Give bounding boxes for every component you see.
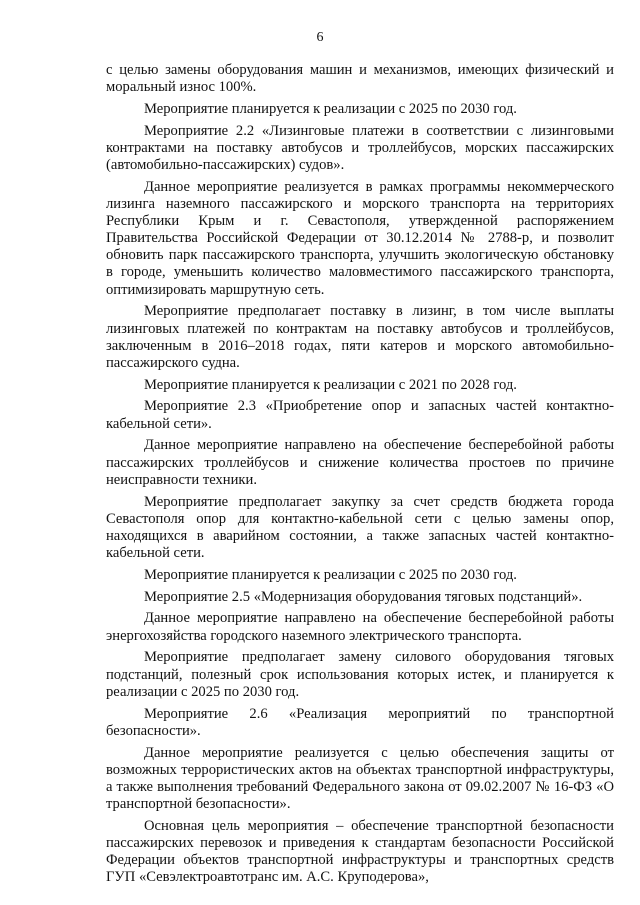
paragraph: Основная цель мероприятия – обеспечение транспортной безопасности пассажирских перевозок и приведения к стандартам безопасности Российской Федерации объектов транспортной инфраструктуры и транспортных средств ГУП «Севэлектроавтотранс им. А.С. Круподерова»,	[106, 817, 614, 885]
paragraph: Данное мероприятие реализуется с целью обеспечения защиты от возможных террористических актов на объектах транспортной инфраструктуры, а также выполнения требований Федерального закона от 09.02.2007 № 16-ФЗ «О транспортной безопасности».	[106, 744, 614, 812]
paragraph: Мероприятие планируется к реализации с 2025 по 2030 год.	[144, 566, 517, 583]
paragraph: Мероприятие планируется к реализации с 2021 по 2028 год.	[144, 376, 517, 393]
paragraph: Мероприятие 2.3 «Приобретение опор и запасных частей контактно-кабельной сети».	[106, 398, 614, 432]
paragraph: Мероприятие 2.6 «Реализация мероприятий по транспортной безопасности».	[106, 705, 614, 739]
paragraph: Мероприятие планируется к реализации с 2025 по 2030 год.	[144, 100, 517, 117]
paragraph: Данное мероприятие направлено на обеспечение бесперебойной работы энергохозяйства городского наземного электрического транспорта.	[106, 610, 614, 644]
paragraph: Данное мероприятие реализуется в рамках программы некоммерческого лизинга наземного пассажирского и морского транспорта на территориях Республики Крым и г. Севастополя, утвержденной распоряжением Правительства Российской Федерации от 30.12.2014 № 2788-р, и позволит обновить парк пассажирского транспорта, улучшить экологическую обстановку в городе, уменьшить количество маловместимого пассажирского транспорта, оптимизировать маршрутную сеть.	[106, 178, 614, 298]
paragraph: Мероприятие предполагает закупку за счет средств бюджета города Севастополя опор для контактно-кабельной сети с целью замены опор, находящихся в аварийном состоянии, а также запасных частей контактно-кабельной сети.	[106, 493, 614, 561]
paragraph: Мероприятие 2.5 «Модернизация оборудования тяговых подстанций».	[144, 588, 583, 605]
paragraph: Данное мероприятие направлено на обеспечение бесперебойной работы пассажирских троллейбусов и снижение количества простоев по причине неисправности техники.	[106, 437, 614, 488]
page-number: 6	[316, 30, 324, 45]
document-body	[106, 62, 614, 891]
paragraph: с целью замены оборудования машин и механизмов, имеющих физический и моральный износ 100%.	[106, 62, 614, 96]
paragraph: Мероприятие предполагает поставку в лизинг, в том числе выплаты лизинговых платежей по контрактам на поставку автобусов и троллейбусов, заключенным в 2016–2018 годах, пяти катеров и морского автомобильно-пассажирского судна.	[106, 303, 614, 371]
paragraph: Мероприятие предполагает замену силового оборудования тяговых подстанций, полезный срок использования которых истек, и планируется к реализации с 2025 по 2030 год.	[106, 649, 614, 700]
paragraph: Мероприятие 2.2 «Лизинговые платежи в соответствии с лизинговыми контрактами на поставку автобусов и троллейбусов, морских пассажирских (автомобильно-пассажирских) судов».	[106, 122, 614, 174]
